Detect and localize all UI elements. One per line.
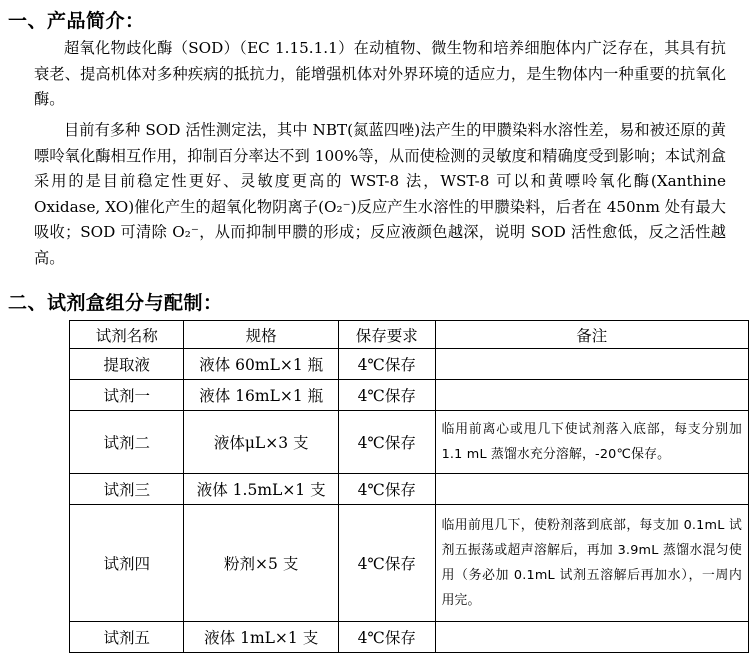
cell-storage: 4℃保存 (338, 380, 435, 411)
cell-spec: 液体 1mL×1 支 (184, 622, 339, 653)
table-row (70, 474, 749, 505)
cell-note (435, 474, 748, 505)
cell-storage: 4℃保存 (338, 349, 435, 380)
header-storage: 保存要求 (338, 321, 435, 349)
section1-heading: 一、产品简介： (8, 10, 145, 32)
table-row (70, 505, 749, 622)
section2-heading: 二、试剂盒组分与配制： (8, 292, 223, 314)
table-row (70, 380, 749, 411)
header-spec: 规格 (184, 321, 339, 349)
cell-spec: 液体μL×3 支 (184, 411, 339, 474)
table-header-row (70, 321, 749, 349)
table-row (70, 411, 749, 474)
cell-storage: 4℃保存 (338, 622, 435, 653)
cell-spec: 液体 1.5mL×1 支 (184, 474, 339, 505)
cell-note (435, 349, 748, 380)
cell-name: 试剂四 (70, 505, 184, 622)
cell-storage: 4℃保存 (338, 474, 435, 505)
cell-name: 试剂二 (70, 411, 184, 474)
cell-name: 提取液 (70, 349, 184, 380)
cell-name: 试剂五 (70, 622, 184, 653)
cell-name: 试剂三 (70, 474, 184, 505)
cell-note: 临用前甩几下，使粉剂落到底部，每支加 0.1mL 试剂五振荡或超声溶解后，再加 3.9mL 蒸馏水混匀使用（务必加 0.1mL 试剂五溶解后再加水），一周内用完。 (435, 505, 748, 622)
cell-spec: 液体 16mL×1 瓶 (184, 380, 339, 411)
cell-name: 试剂一 (70, 380, 184, 411)
cell-note (435, 622, 748, 653)
cell-storage: 4℃保存 (338, 411, 435, 474)
reagent-table (69, 320, 749, 653)
cell-note: 临用前离心或甩几下使试剂落入底部，每支分别加 1.1 mL 蒸馏水充分溶解，-20℃保存。 (435, 411, 748, 474)
table-row (70, 349, 749, 380)
header-reagent-name: 试剂名称 (70, 321, 184, 349)
cell-note (435, 380, 748, 411)
intro-paragraph-2: 目前有多种 SOD 活性测定法，其中 NBT(氮蓝四唑)法产生的甲臜染料水溶性差，易和被还原的黄嘌呤氧化酶相互作用，抑制百分率达不到 100%等，从而使检测的灵敏度和精确度受到影响；本试剂盒采用的是目前稳定性更好、灵敏度更高的 WST-8 法，WST-8 可以和黄嘌呤氧化酶(Xanthine Oxidase, XO)催化产生的超氧化物阴离子(O₂⁻)反应产生水溶性的甲臜染料，后者在 450nm 处有最大吸收；SOD 可清除 O₂⁻，从而抑制甲臜的形成；反应液颜色越深，说明 SOD 活性愈低，反之活性越高。 (34, 121, 726, 267)
cell-storage: 4℃保存 (338, 505, 435, 622)
cell-spec: 粉剂×5 支 (184, 505, 339, 622)
intro-paragraph-1: 超氧化物歧化酶（SOD）（EC 1.15.1.1）在动植物、微生物和培养细胞体内广泛存在，其具有抗衰老、提高机体对多种疾病的抵抗力，能增强机体对外界环境的适应力，是生物体内一种重要的抗氧化酶。 (34, 39, 726, 109)
header-note: 备注 (435, 321, 748, 349)
table-row (70, 622, 749, 653)
cell-spec: 液体 60mL×1 瓶 (184, 349, 339, 380)
